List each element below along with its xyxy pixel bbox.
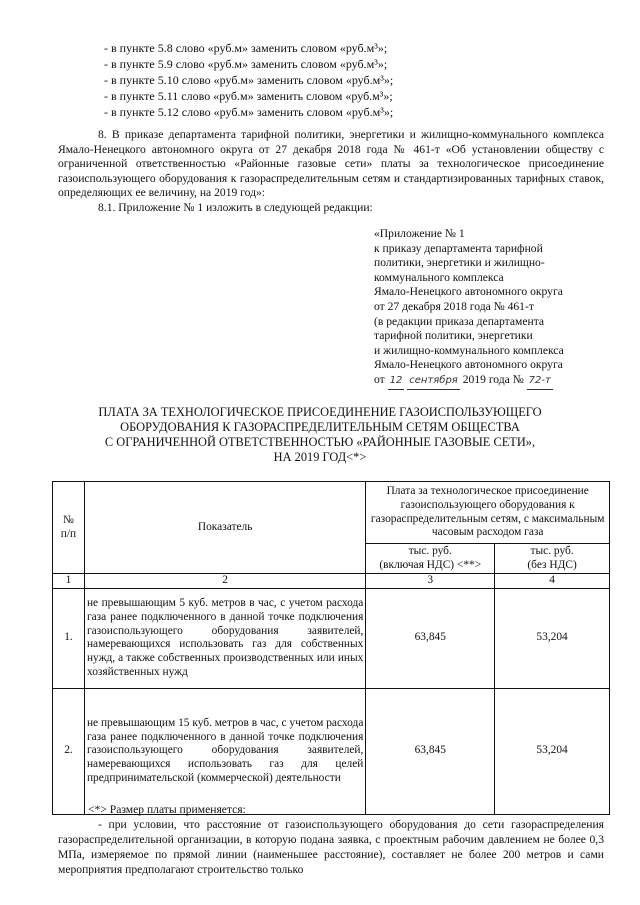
row-with-vat: 63,845: [366, 588, 495, 688]
table-row: [53, 588, 610, 688]
row-num: 2.: [53, 688, 85, 814]
row-with-vat: 63,845: [366, 688, 495, 814]
appendix-line: (в редакции приказа департамента: [374, 314, 545, 328]
handwritten-day: 12: [388, 374, 405, 390]
col-num-1: 1: [53, 574, 85, 589]
amend-item-5-12: - в пункте 5.12 слово «руб.м» заменить словом «руб.м³»;: [104, 105, 394, 119]
col-num-3: 3: [366, 574, 495, 589]
document-title: [30, 405, 610, 465]
row-indicator: не превышающим 5 куб. метров в час, с учетом расхода газа ранее подключенного в данной точке подключения газоиспользующего оборудования заявителей, намеревающихся использовать газ для собственных нужд, а также собственных производственных или иных хозяйственных нужд: [84, 588, 365, 688]
header-indicator: Показатель: [84, 482, 365, 574]
title-line: ОБОРУДОВАНИЯ К ГАЗОРАСПРЕДЕЛИТЕЛЬНЫМ СЕТЯМ ОБЩЕСТВА: [120, 420, 520, 434]
row-num: 1.: [53, 588, 85, 688]
date-prefix: от: [374, 372, 385, 386]
amend-item-5-9: - в пункте 5.9 слово «руб.м» заменить словом «руб.м³»;: [104, 57, 388, 71]
paragraph-8: 8. В приказе департамента тарифной политики, энергетики и жилищно-коммунального комплекса Ямало-Ненецкого автономного округа от 27 декабря 2018 года № 461-т «Об установлении обществу с ограниченной ответственностью «Районные газовые сети» платы за технологическое присоединение газоиспользующего оборудования к газораспределительным сетям и стандартизированных тарифных ставок, определяющих ее величину, на 2019 год»:: [58, 128, 604, 200]
col-num-4: 4: [495, 574, 610, 589]
amend-item-5-8: - в пункте 5.8 слово «руб.м» заменить словом «руб.м³»;: [104, 41, 388, 55]
table-row: [53, 688, 610, 814]
col-num-2: 2: [84, 574, 365, 589]
title-line: С ОГРАНИЧЕННОЙ ОТВЕТСТВЕННОСТЬЮ «РАЙОННЫЕ ГАЗОВЫЕ СЕТИ»,: [104, 435, 536, 449]
handwritten-month: сентября: [407, 374, 460, 390]
amend-item-5-11: - в пункте 5.11 слово «руб.м» заменить словом «руб.м³»;: [104, 89, 393, 103]
appendix-line: Ямало-Ненецкого автономного округа: [374, 358, 563, 372]
fee-table: [52, 481, 610, 815]
paragraph-8-1: 8.1. Приложение № 1 изложить в следующей редакции:: [98, 200, 373, 214]
title-line: НА 2019 ГОД<*>: [273, 450, 367, 464]
paragraph-8-block: [58, 128, 604, 216]
appendix-header: [374, 227, 604, 390]
footnote-marker: <*> Размер платы применяется:: [88, 803, 246, 816]
header-with-vat: тыс. руб. (включая НДС) <**>: [366, 544, 495, 574]
title-line: ПЛАТА ЗА ТЕХНОЛОГИЧЕСКОЕ ПРИСОЕДИНЕНИЕ ГАЗОИСПОЛЬЗУЮЩЕГО: [98, 405, 542, 419]
row-without-vat: 53,204: [495, 588, 610, 688]
footnotes: [58, 802, 604, 877]
date-year: 2019 года №: [462, 372, 524, 386]
header-without-vat: тыс. руб. (без НДС): [495, 544, 610, 574]
footnote-condition: - при условии, что расстояние от газоиспользующего оборудования до сети газораспределения газораспределительной организации, в которую подана заявка, с проектным рабочим давлением не более 0,3 МПа, измеряемое по прямой линии (наименьшее расстояние), составляет не более 200 метров и сами мероприятия предполагают строительство только: [58, 818, 604, 876]
row-without-vat: 53,204: [495, 688, 610, 814]
appendix-last-line: [374, 373, 604, 390]
header-num: № п/п: [53, 482, 85, 574]
appendix-line: коммунального комплекса: [374, 270, 504, 284]
appendix-line: и жилищно-коммунального комплекса: [374, 343, 564, 357]
handwritten-number: 72-т: [527, 374, 553, 390]
appendix-line: к приказу департамента тарифной: [374, 241, 543, 255]
appendix-line: от 27 декабря 2018 года № 461-т: [374, 299, 534, 313]
appendix-line: «Приложение № 1: [374, 227, 465, 240]
amend-item-5-10: - в пункте 5.10 слово «руб.м» заменить словом «руб.м³»;: [104, 73, 394, 87]
header-fee: Плата за технологическое присоединение газоиспользующего оборудования к газораспределительным сетям, с максимальным часовым расходом газа: [366, 482, 610, 544]
appendix-line: политики, энергетики и жилищно-: [374, 256, 545, 270]
row-indicator: не превышающим 15 куб. метров в час, с учетом расхода газа ранее подключенного в данной точке подключения газоиспользующего оборудования заявителей, намеревающихся использовать газ для целей предпринимательской (коммерческой) деятельности: [84, 688, 365, 814]
appendix-line: тарифной политики, энергетики: [374, 329, 533, 343]
appendix-line: Ямало-Ненецкого автономного округа: [374, 285, 563, 299]
